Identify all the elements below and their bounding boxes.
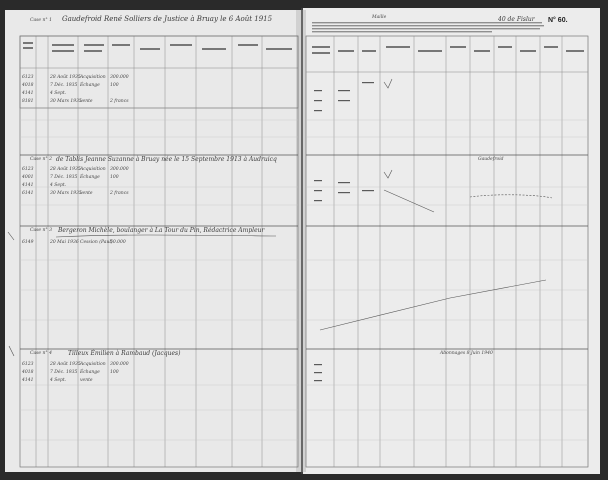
entry-1-row-2-kind: Échange [80, 83, 100, 88]
entry-2-row-1-date: 28 Août 1935 [50, 167, 81, 172]
entry-1-row-3-date: 4 Sept. [50, 91, 67, 96]
entry-3-header: Bergeron Michèle, boulanger à La Tour du Pin, Rédactrice Ampleur [58, 227, 265, 234]
entry-3-row-1-amount: 50.000 [110, 240, 126, 245]
entry-4-label: Case n° 4 [30, 351, 52, 356]
entry-1-row-3-year: 4141 [22, 91, 34, 96]
entry-1-row-4-date: 30 Mars 1935 [50, 99, 82, 104]
entry-2-row-4-date: 30 Mars 1935 [50, 191, 82, 196]
entry-2-row-2-year: 4001 [22, 175, 34, 180]
entry-4-row-1-kind: Acquisition [80, 362, 106, 367]
entry-1-row-1-amount: 300.000 [110, 75, 129, 80]
entry-2-row-4-amount: 2 francs [110, 191, 129, 196]
entry-2-row-1-kind: Acquisition [80, 167, 106, 172]
entry-1-header: Gaudefroid René Solliers de Justice à Bruay le 6 Août 1915 [62, 15, 273, 23]
entry-2-row-2-date: 7 Déc. 1935 [50, 175, 78, 180]
entry-4-row-2-kind: Échange [80, 370, 100, 375]
entry-2-row-1-amount: 300.000 [110, 167, 129, 172]
entry-1-row-1-year: 6123 [22, 75, 34, 80]
entry-1-label: Case n° 1 [30, 18, 52, 23]
right-page [303, 8, 600, 474]
entry-4-row-1-amount: 300.000 [110, 362, 129, 367]
entry-4-row-2-amount: 100 [110, 370, 119, 375]
entry-1-row-4-amount: 2 francs [110, 99, 129, 104]
entry-2-label: Case n° 2 [30, 157, 52, 162]
entry-4-right-note: Abonnages 8 Juin 1940 [440, 351, 493, 356]
entry-4-row-3-year: 4141 [22, 378, 34, 383]
entry-1-row-4-kind: vente [80, 99, 93, 104]
page-number: N° 60. [548, 17, 568, 24]
entry-2-row-1-year: 6123 [22, 167, 34, 172]
entry-1-row-2-year: 4018 [22, 83, 34, 88]
entry-2-row-4-year: 6141 [22, 191, 34, 196]
entry-1-row-1-kind: Acquisition [80, 75, 106, 80]
entry-2-row-4-kind: vente [80, 191, 93, 196]
entry-1-row-1-date: 28 Août 1935 [50, 75, 81, 80]
entry-1-row-4-year: 8181 [22, 99, 34, 104]
entry-2-header: de Tablis Jeanne Suzanne à Bruay née le 15 Septembre 1913 à Audruicq [56, 156, 277, 163]
entry-2-row-2-kind: Échange [80, 175, 100, 180]
entry-2-row-3-year: 4141 [22, 183, 34, 188]
entry-4-row-1-year: 6123 [22, 362, 34, 367]
entry-2-right-note: Gaudefroid [478, 157, 504, 162]
entry-2-row-3-date: 4 Sept. [50, 183, 67, 188]
entry-3-row-1-date: 20 Mai 1936 [50, 240, 79, 245]
entry-2-row-2-amount: 100 [110, 175, 119, 180]
top-note: 40 de Fislur [498, 16, 535, 23]
entry-3-row-1-year: 6149 [22, 240, 34, 245]
entry-4-row-2-date: 7 Déc. 1935 [50, 370, 78, 375]
entry-4-header: Tilleux Émilien à Rambaud (Jacques) [68, 350, 181, 357]
entry-4-row-1-date: 28 Août 1935 [50, 362, 81, 367]
entry-4-row-3-kind: vente [80, 378, 93, 383]
entry-3-label: Case n° 3 [30, 228, 52, 233]
entry-1-row-2-date: 7 Déc. 1935 [50, 83, 78, 88]
entry-4-row-3-date: 4 Sept. [50, 378, 67, 383]
entry-1-right-note: Maille [372, 15, 387, 20]
entry-1-row-2-amount: 100 [110, 83, 119, 88]
entry-3-row-1-kind: Cession (Paul) [80, 240, 113, 245]
entry-4-row-2-year: 4018 [22, 370, 34, 375]
